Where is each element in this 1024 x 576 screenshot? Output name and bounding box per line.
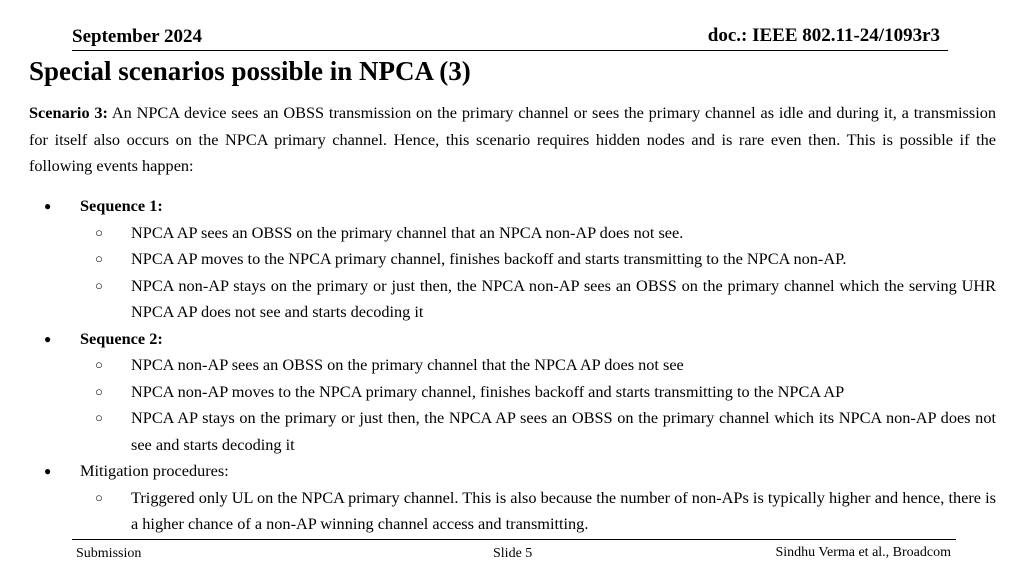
- sequence1-bullet: [29, 193, 996, 220]
- bullet-list: [29, 193, 996, 538]
- bullet-circle-icon: ○: [95, 410, 103, 425]
- header-divider: [72, 50, 948, 51]
- bullet-circle-icon: ○: [95, 357, 103, 372]
- bullet-circle-icon: ○: [95, 224, 103, 240]
- footer-authors: Sindhu Verma et al., Broadcom: [775, 545, 951, 560]
- header-doc-id: doc.: IEEE 802.11-24/1093r3: [707, 25, 940, 46]
- sequence2-item-1: NPCA non-AP sees an OBSS on the primary channel that the NPCA AP does not see: [131, 355, 684, 374]
- sequence1-item-3: NPCA non-AP stays on the primary or just then, the NPCA non-AP sees an OBSS on the primary channel which the serving UHR NPCA AP does not see and starts decoding it: [131, 275, 996, 321]
- intro-label: Scenario 3:: [29, 103, 108, 122]
- bullet-dot-icon: ●: [44, 464, 52, 478]
- footer-slide-number: Slide 5: [493, 546, 533, 561]
- intro-text: An NPCA device sees an OBSS transmission on the primary channel or sees the primary channel as idle and during it, a transmission for itself also occurs on the NPCA primary channel. Hence, this scenario requires hidden nodes and is rare even then. This is possible if the following events happen:: [29, 103, 997, 175]
- sequence2-item-3: NPCA AP stays on the primary or just then, the NPCA AP sees an OBSS on the primary channel which its NPCA non-AP does not see and starts decoding it: [131, 408, 996, 454]
- footer-divider: [72, 539, 956, 540]
- mitigation-item-1: Triggered only UL on the NPCA primary channel. This is also because the number of non-APs is typically higher and hence, there is a higher chance of a non-AP winning channel access and transmitting.: [131, 487, 996, 533]
- list-item: [29, 352, 996, 379]
- intro-paragraph: [29, 100, 996, 180]
- list-item: [29, 485, 996, 538]
- bullet-dot-icon: ●: [44, 331, 52, 346]
- slide-title: Special scenarios possible in NPCA (3): [29, 56, 471, 86]
- bullet-circle-icon: ○: [95, 277, 103, 293]
- list-item: [29, 246, 996, 273]
- footer-submission: Submission: [76, 546, 142, 561]
- sequence1-item-1: NPCA AP sees an OBSS on the primary channel that an NPCA non-AP does not see.: [131, 222, 684, 242]
- sequence2-bullet: [29, 326, 996, 353]
- bullet-circle-icon: ○: [95, 383, 103, 399]
- list-item: [29, 379, 996, 406]
- list-item: [29, 405, 996, 458]
- list-item: [29, 220, 996, 247]
- sequence1-label: Sequence 1:: [80, 196, 163, 215]
- bullet-circle-icon: ○: [95, 489, 103, 505]
- sequence1-item-2: NPCA AP moves to the NPCA primary channel, finishes backoff and starts transmitting to the NPCA non-AP.: [131, 249, 847, 268]
- mitigation-bullet: [29, 458, 996, 485]
- mitigation-label: Mitigation procedures:: [80, 461, 229, 480]
- bullet-circle-icon: ○: [95, 251, 103, 266]
- list-item: [29, 273, 996, 326]
- header-date: September 2024: [72, 26, 202, 47]
- sequence2-item-2: NPCA non-AP moves to the NPCA primary channel, finishes backoff and starts transmitting to the NPCA AP: [131, 381, 845, 401]
- bullet-dot-icon: ●: [44, 199, 52, 213]
- sequence2-label: Sequence 2:: [80, 328, 163, 348]
